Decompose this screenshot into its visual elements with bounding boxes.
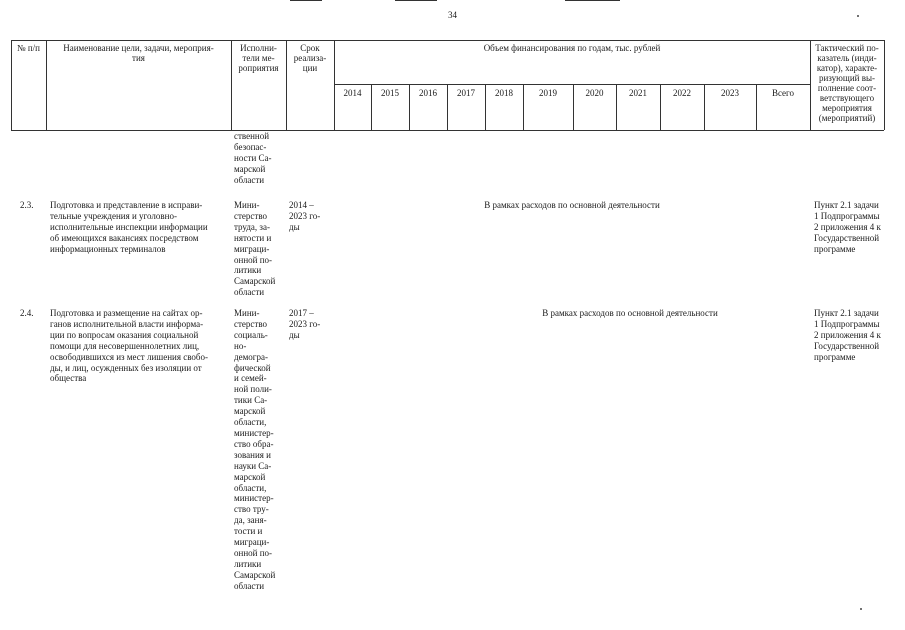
row-name: Подготовка и представление в исправи- тельные учреждения и уголовно- исполнительные инспекции информации об имеющихся вакансиях посредством информационных терминалов [50,200,208,254]
row-executor: Мини- стерство труда, за- нятости и миграци- онной по- литики Самарской области [234,200,276,298]
year-2015: 2015 [381,88,399,98]
scan-dot [860,608,862,610]
header-executor: Исполни- тели ме- роприятия [238,43,279,73]
scan-mark [395,0,437,1]
row-indicator: Пункт 2.1 задачи 1 Подпрограммы 2 приложения 4 к Государственной программе [814,308,881,362]
row-executor: Мини- стерство социаль- но- демогра- фической и семей- ной поли- тики Са- марской области, министер- ство обра- зования и науки Са- марской области, министер- ство тру- да, заня- тости и миграци- онной по- литики Самарской области [234,308,276,591]
year-2014: 2014 [343,88,362,98]
header-finance: Объем финансирования по годам, тыс. рублей [483,43,661,53]
row-financing: В рамках расходов по основной деятельности [484,200,660,210]
year-2020: 2020 [585,88,604,98]
row-term: 2017 – 2023 го- ды [289,308,321,340]
year-2022: 2022 [673,88,691,98]
row-financing: В рамках расходов по основной деятельности [542,308,718,318]
scan-mark [565,0,620,1]
year-2019: 2019 [539,88,557,98]
executor-continuation: ственной безопас- ности Са- марской области [234,131,272,185]
row-name: Подготовка и размещение на сайтах ор- ганов исполнительной власти информа- ции по вопросам оказания социальной помощи для несовершеннолетних лиц, освободившихся из мест лишения свобо- ды, и лиц, осужденных без изоляции от общества [50,308,208,384]
page-number: 34 [448,10,457,20]
header-num: № п/п [17,43,40,53]
header-indicator: Тактический по- казатель (инди- катор), характе- ризующий вы- полнение соот- ветствующего мероприятия (мероприятий) [815,43,879,123]
year-2017: 2017 [457,88,475,98]
year-total: Всего [771,88,795,98]
row-number: 2.3. [20,200,34,210]
header-term: Срок реализа- ции [293,43,327,73]
year-2018: 2018 [495,88,513,98]
scan-dot [857,15,859,17]
row-term: 2014 – 2023 го- ды [289,200,321,232]
year-2016: 2016 [419,88,437,98]
year-2023: 2023 [721,88,739,98]
scan-mark [290,0,322,1]
row-number: 2.4. [20,308,34,318]
header-name: Наименование цели, задачи, мероприя- тия [63,43,214,63]
year-2021: 2021 [629,88,647,98]
row-indicator: Пункт 2.1 задачи 1 Подпрограммы 2 приложения 4 к Государственной программе [814,200,881,254]
